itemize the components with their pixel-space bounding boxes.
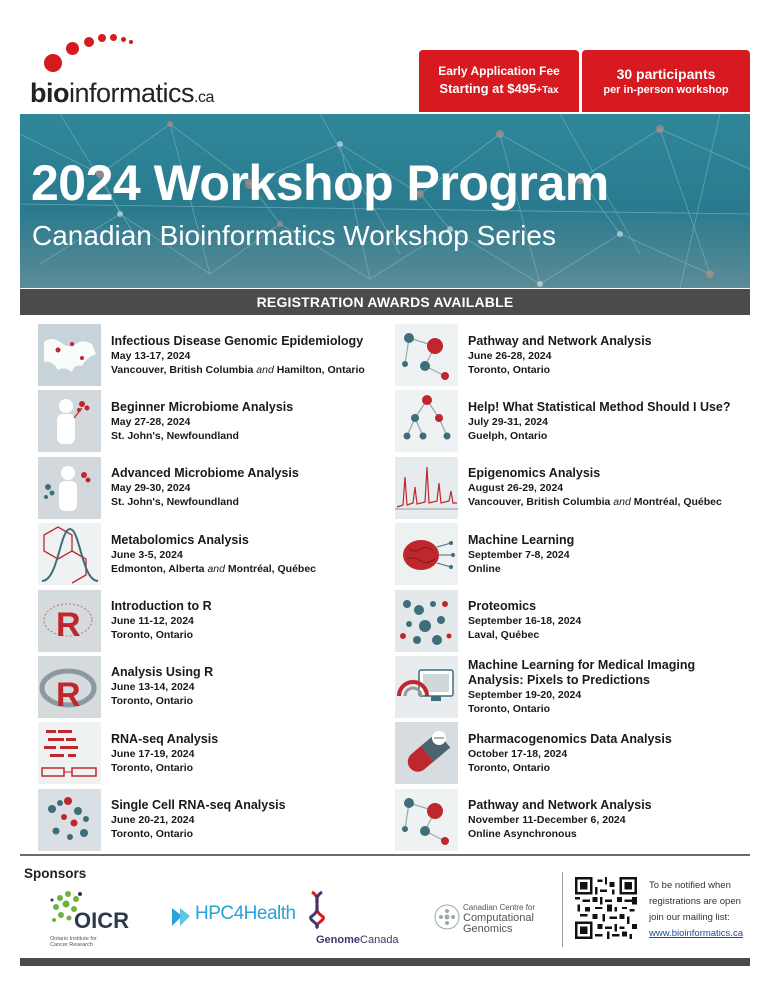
workshop-location: Toronto, Ontario xyxy=(111,828,194,841)
workshop-info xyxy=(111,798,396,841)
workshop-date: May 27-28, 2024 xyxy=(111,415,191,428)
workshop-item[interactable] xyxy=(38,322,394,388)
workshop-date: November 11-December 6, 2024 xyxy=(468,814,626,827)
workshop-location: Laval, Québec xyxy=(468,629,540,642)
sponsors-heading: Sponsors xyxy=(24,866,87,881)
workshop-info xyxy=(111,665,396,708)
workshop-location: Vancouver, British Columbia and Montréal, Québec xyxy=(468,496,722,509)
genome-canada-logo-icon[interactable] xyxy=(306,890,328,930)
microbiome-advanced-icon xyxy=(38,457,101,519)
epigenomics-icon xyxy=(395,457,458,519)
section-divider xyxy=(20,854,750,856)
workshop-date: June 11-12, 2024 xyxy=(111,615,194,628)
workshop-title: Analysis Using R xyxy=(111,665,214,680)
workshop-title: Machine Learning for Medical Imaging Analysis: Pixels to Predictions xyxy=(468,657,696,687)
workshop-info xyxy=(468,599,753,642)
workshop-title: Machine Learning xyxy=(468,532,575,547)
workshop-location: Guelph, Ontario xyxy=(468,429,548,442)
mailing-list-notice: To be notified when registrations are open join our mailing list: www.bioinformatics.ca xyxy=(649,878,759,942)
svg-text:R: R xyxy=(56,675,81,714)
workshop-location: Online xyxy=(468,562,501,575)
workshop-item[interactable] xyxy=(395,787,751,853)
decision-tree-icon xyxy=(395,390,458,452)
workshop-info xyxy=(111,599,396,642)
program-banner xyxy=(20,114,750,288)
workshop-date: October 17-18, 2024 xyxy=(468,747,568,760)
workshop-info xyxy=(111,732,396,775)
early-fee-box xyxy=(419,50,579,112)
workshop-title: Epigenomics Analysis xyxy=(468,466,601,481)
workshop-info xyxy=(468,334,753,377)
workshop-title: Infectious Disease Genomic Epidemiology xyxy=(111,333,364,348)
cccg-logo-text: Canadian Centre for Computational Genomics xyxy=(463,903,536,935)
workshop-info xyxy=(111,400,396,443)
participants-count: 30 participants xyxy=(616,66,716,82)
workshop-info xyxy=(468,798,753,841)
workshop-title: Pathway and Network Analysis xyxy=(468,798,652,813)
bioinformatics-logo[interactable] xyxy=(28,28,228,108)
workshop-info xyxy=(468,400,753,443)
workshop-item[interactable] xyxy=(395,588,751,654)
pill-icon xyxy=(395,722,458,784)
workshop-date: June 26-28, 2024 xyxy=(468,349,552,362)
logo-dots-icon xyxy=(28,28,148,74)
workshop-date: June 20-21, 2024 xyxy=(111,814,195,827)
workshop-info xyxy=(111,334,396,377)
oicr-logo-text: OICR xyxy=(74,908,129,933)
metabolomics-icon xyxy=(38,523,101,585)
workshop-location: Toronto, Ontario xyxy=(111,629,194,642)
early-fee-price: Starting at $495+Tax xyxy=(439,81,559,96)
workshop-date: May 29-30, 2024 xyxy=(111,482,191,495)
workshop-item[interactable] xyxy=(395,654,751,720)
workshop-location: Toronto, Ontario xyxy=(111,761,194,774)
workshop-title: Introduction to R xyxy=(111,599,212,614)
workshop-location: Toronto, Ontario xyxy=(468,761,551,774)
workshop-item[interactable] xyxy=(395,521,751,587)
banner-subtitle: Canadian Bioinformatics Workshop Series xyxy=(32,220,556,251)
workshop-date: August 26-29, 2024 xyxy=(468,482,564,495)
registration-awards-bar: REGISTRATION AWARDS AVAILABLE xyxy=(20,289,750,315)
workshop-item[interactable] xyxy=(395,322,751,388)
workshop-info xyxy=(468,658,753,716)
workshop-item[interactable] xyxy=(395,720,751,786)
workshop-location: St. John's, Newfoundland xyxy=(111,496,239,509)
r-logo-icon xyxy=(38,590,101,652)
participants-box xyxy=(582,50,750,112)
workshop-location: Toronto, Ontario xyxy=(111,695,194,708)
sponsor-separator xyxy=(562,872,563,947)
workshop-item[interactable] xyxy=(38,654,394,720)
workshop-item[interactable] xyxy=(38,455,394,521)
workshop-title: Single Cell RNA-seq Analysis xyxy=(111,798,286,813)
workshop-item[interactable] xyxy=(395,388,751,454)
medical-imaging-icon xyxy=(395,656,458,718)
workshop-item[interactable] xyxy=(395,455,751,521)
workshop-item[interactable] xyxy=(38,588,394,654)
r-analysis-icon xyxy=(38,656,101,718)
workshop-item[interactable] xyxy=(38,521,394,587)
workshop-title: Advanced Microbiome Analysis xyxy=(111,466,299,481)
workshop-column-left xyxy=(38,322,394,853)
workshop-item[interactable] xyxy=(38,388,394,454)
network-icon xyxy=(395,324,458,386)
workshop-item[interactable] xyxy=(38,720,394,786)
workshop-title: RNA-seq Analysis xyxy=(111,731,219,746)
workshop-date: September 19-20, 2024 xyxy=(468,688,582,701)
workshop-location: Toronto, Ontario xyxy=(468,363,551,376)
early-fee-label: Early Application Fee xyxy=(438,64,560,78)
workshop-location: St. John's, Newfoundland xyxy=(111,429,239,442)
workshop-date: June 17-19, 2024 xyxy=(111,747,195,760)
workshop-date: June 13-14, 2024 xyxy=(111,681,195,694)
workshop-title: Pathway and Network Analysis xyxy=(468,333,652,348)
workshop-title: Pharmacogenomics Data Analysis xyxy=(468,731,672,746)
proteomics-icon xyxy=(395,590,458,652)
single-cell-icon xyxy=(38,789,101,851)
workshop-location: Toronto, Ontario xyxy=(468,702,551,715)
workshop-title: Proteomics xyxy=(468,599,537,614)
workshop-date: June 3-5, 2024 xyxy=(111,548,183,561)
workshop-location: Edmonton, Alberta and Montréal, Québec xyxy=(111,562,317,575)
workshop-info xyxy=(111,466,396,509)
workshop-info xyxy=(111,533,396,576)
workshop-column-right xyxy=(395,322,751,853)
workshop-title: Metabolomics Analysis xyxy=(111,532,249,547)
workshop-info xyxy=(468,533,753,576)
workshop-title: Help! What Statistical Method Should I Use? xyxy=(468,399,731,414)
brain-icon xyxy=(395,523,458,585)
logo-wordmark: bioinformatics.ca xyxy=(30,78,214,108)
genome-canada-logo-text: GenomeCanada xyxy=(316,934,399,946)
workshop-info xyxy=(468,466,753,509)
rnaseq-icon xyxy=(38,722,101,784)
website-link[interactable]: www.bioinformatics.ca xyxy=(649,928,743,939)
workshop-location: Vancouver, British Columbia and Hamilton, Ontario xyxy=(111,363,365,376)
qr-code-icon[interactable] xyxy=(575,877,637,939)
world-map-icon xyxy=(38,324,101,386)
workshop-title: Beginner Microbiome Analysis xyxy=(111,399,294,414)
network-icon xyxy=(395,789,458,851)
microbiome-person-icon xyxy=(38,390,101,452)
oicr-subtitle: Ontario Institute for Cancer Research xyxy=(50,936,97,948)
workshop-date: September 7-8, 2024 xyxy=(468,548,570,561)
hpc4health-logo-text: HPC4Health xyxy=(195,903,296,924)
workshop-date: July 29-31, 2024 xyxy=(468,415,548,428)
workshop-date: May 13-17, 2024 xyxy=(111,349,191,362)
workshop-info xyxy=(468,732,753,775)
footer-bar xyxy=(20,958,750,966)
workshop-location: Online Asynchronous xyxy=(468,828,577,841)
svg-text:R: R xyxy=(56,605,81,644)
hpc4health-logo-icon[interactable] xyxy=(170,904,192,930)
cccg-logo-icon[interactable] xyxy=(433,903,461,931)
workshop-date: September 16-18, 2024 xyxy=(468,615,582,628)
participants-note: per in-person workshop xyxy=(603,84,729,96)
banner-title: 2024 Workshop Program xyxy=(31,155,609,211)
workshop-item[interactable] xyxy=(38,787,394,853)
